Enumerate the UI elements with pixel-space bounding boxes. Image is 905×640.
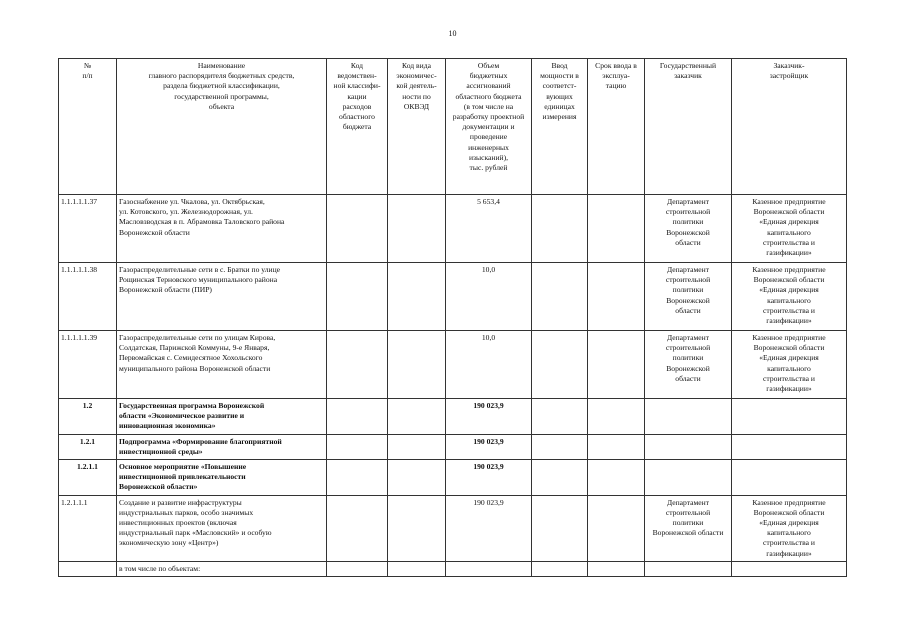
row-volume: [446, 561, 532, 576]
header-num: [59, 59, 117, 195]
row-num: [59, 331, 117, 399]
cell-text: Казенное предприятие Воронежской области «Единая дирекция капитального строительства и газификации»: [752, 197, 826, 258]
table-row: [59, 399, 847, 435]
row-num: [59, 434, 117, 459]
cell-text: 10,0: [481, 265, 496, 274]
row-customer: [645, 399, 732, 435]
row-code-okved: [388, 331, 446, 399]
row-name: [117, 495, 327, 561]
row-num: [59, 460, 117, 496]
header-developer: [732, 59, 847, 195]
row-num: [59, 399, 117, 435]
row-name: [117, 331, 327, 399]
cell-text: Создание и развитие инфраструктуры индустриальных парков, особо значимых инвестиционных проектов (включая индустриальный парк «Масловский» и особую экономическую зону «Центр»): [119, 497, 272, 548]
row-code-okved: [388, 434, 446, 459]
row-term: [588, 399, 645, 435]
cell-text: Газораспределительные сети в с. Братки по улице Рощинская Терновского муниципального района Воронежской области (ПИР): [119, 265, 281, 295]
row-capacity: [532, 561, 588, 576]
row-capacity: [532, 460, 588, 496]
table-row: [59, 434, 847, 459]
cell-text: Газоснабжение ул. Чкалова, ул. Октябрьская, ул. Котовского, ул. Железнодорожная, ул. Масловзводская в п. Абрамовка Таловского района Воронежской области: [119, 197, 285, 237]
header-name: [117, 59, 327, 195]
row-capacity: [532, 331, 588, 399]
budget-table: [58, 58, 847, 577]
row-code-okved: [388, 263, 446, 331]
cell-text: 1.1.1.1.1.37: [61, 197, 98, 206]
row-code-dept: [327, 263, 388, 331]
row-term: [588, 263, 645, 331]
row-volume: [446, 195, 532, 263]
row-term: [588, 495, 645, 561]
row-code-dept: [327, 495, 388, 561]
row-code-okved: [388, 399, 446, 435]
cell-text: Казенное предприятие Воронежской области «Единая дирекция капитального строительства и газификации»: [752, 265, 826, 326]
table-row: [59, 195, 847, 263]
table-row: [59, 331, 847, 399]
cell-text: № п/п: [82, 61, 93, 81]
header-code-okved: [388, 59, 446, 195]
header-code-dept: [327, 59, 388, 195]
row-developer: [732, 331, 847, 399]
row-code-dept: [327, 434, 388, 459]
row-developer: [732, 460, 847, 496]
row-volume: [446, 460, 532, 496]
cell-text: Ввод мощности в соответст- вующих единицах измерения: [540, 61, 579, 122]
row-num: [59, 195, 117, 263]
cell-text: 1.2.1: [79, 436, 96, 446]
row-code-dept: [327, 399, 388, 435]
table-row: [59, 561, 847, 576]
cell-text: 5 653,4: [477, 197, 500, 206]
header-capacity: [532, 59, 588, 195]
row-term: [588, 561, 645, 576]
cell-text: Объем бюджетных ассигнований областного бюджета (в том числе на разработку проектной документации и проведение инженерных изысканий), тыс. рублей: [452, 61, 525, 173]
row-customer: [645, 495, 732, 561]
header-term: [588, 59, 645, 195]
page-number: 10: [448, 29, 457, 38]
header-customer: [645, 59, 732, 195]
cell-text: 190 023,9: [473, 497, 504, 507]
row-customer: [645, 331, 732, 399]
row-volume: [446, 434, 532, 459]
row-term: [588, 331, 645, 399]
row-capacity: [532, 195, 588, 263]
table-header-row: [59, 59, 847, 195]
cell-text: Газораспределительные сети по улицам Кирова, Солдатская, Парижской Коммуны, 9-е Января, Первомайская с. Семидесятное Хохольского муниципального района Воронежской области: [119, 333, 276, 373]
cell-text: Заказчик- застройщик: [769, 61, 809, 81]
row-developer: [732, 195, 847, 263]
row-customer: [645, 434, 732, 459]
cell-text: 10,0: [481, 333, 496, 342]
cell-text: 190 023,9: [473, 401, 504, 410]
row-capacity: [532, 399, 588, 435]
cell-text: 1.2: [82, 401, 93, 410]
row-code-dept: [327, 561, 388, 576]
cell-text: 190 023,9: [473, 436, 504, 446]
cell-text: Департамент строительной политики Воронежской области: [665, 333, 711, 383]
row-developer: [732, 399, 847, 435]
row-name: [117, 434, 327, 459]
cell-text: Код ведомствен- ной классифи- кации расходов областного бюджета: [333, 61, 381, 132]
row-code-okved: [388, 561, 446, 576]
row-volume: [446, 495, 532, 561]
row-customer: [645, 460, 732, 496]
table-row: [59, 460, 847, 496]
row-name: [117, 561, 327, 576]
row-code-dept: [327, 195, 388, 263]
row-name: [117, 399, 327, 435]
row-name: [117, 460, 327, 496]
table-row: [59, 495, 847, 561]
row-customer: [645, 561, 732, 576]
cell-text: Государственная программа Воронежской области «Экономическое развитие и инновационная экономика»: [119, 401, 265, 431]
cell-text: Код вида экономичес- кой деятель- ности по ОКВЭД: [396, 61, 437, 111]
cell-text: 190 023,9: [473, 462, 504, 472]
row-capacity: [532, 434, 588, 459]
row-capacity: [532, 495, 588, 561]
row-customer: [645, 263, 732, 331]
row-capacity: [532, 263, 588, 331]
row-developer: [732, 561, 847, 576]
row-num: [59, 495, 117, 561]
row-code-dept: [327, 331, 388, 399]
cell-text: Департамент строительной политики Воронежской области: [665, 197, 711, 247]
cell-text: Департамент строительной политики Воронежской области: [652, 497, 724, 538]
row-name: [117, 263, 327, 331]
cell-text: Срок ввода в эксплуа- тацию: [595, 61, 637, 91]
row-customer: [645, 195, 732, 263]
header-volume: [446, 59, 532, 195]
row-volume: [446, 331, 532, 399]
cell-text: Государственный заказчик: [659, 61, 717, 81]
row-developer: [732, 495, 847, 561]
cell-text: Основное мероприятие «Повышение инвестиционной привлекательности Воронежской области»: [119, 462, 247, 492]
row-code-dept: [327, 460, 388, 496]
table-row: [59, 263, 847, 331]
row-developer: [732, 263, 847, 331]
row-name: [117, 195, 327, 263]
cell-text: в том числе по объектам:: [119, 563, 201, 573]
cell-text: Казенное предприятие Воронежской области «Единая дирекция капитального строительства и газификации»: [752, 333, 826, 394]
row-term: [588, 434, 645, 459]
cell-text: Казенное предприятие Воронежской области «Единая дирекция капитального строительства и газификации»: [752, 497, 826, 558]
row-code-okved: [388, 460, 446, 496]
row-term: [588, 195, 645, 263]
row-code-okved: [388, 195, 446, 263]
row-code-okved: [388, 495, 446, 561]
cell-text: 1.1.1.1.1.39: [61, 333, 98, 342]
cell-text: 1.2.1.1: [77, 462, 98, 472]
row-term: [588, 460, 645, 496]
cell-text: Наименование главного распорядителя бюджетных средств, раздела бюджетной классификации, государственной программы, объекта: [148, 61, 295, 111]
cell-text: Подпрограмма «Формирование благоприятной инвестиционной среды»: [119, 436, 282, 456]
row-developer: [732, 434, 847, 459]
row-num: [59, 561, 117, 576]
row-volume: [446, 263, 532, 331]
cell-text: 1.1.1.1.1.38: [61, 265, 98, 274]
row-num: [59, 263, 117, 331]
cell-text: Департамент строительной политики Воронежской области: [665, 265, 711, 315]
cell-text: 1.2.1.1.1: [61, 497, 88, 507]
row-volume: [446, 399, 532, 435]
